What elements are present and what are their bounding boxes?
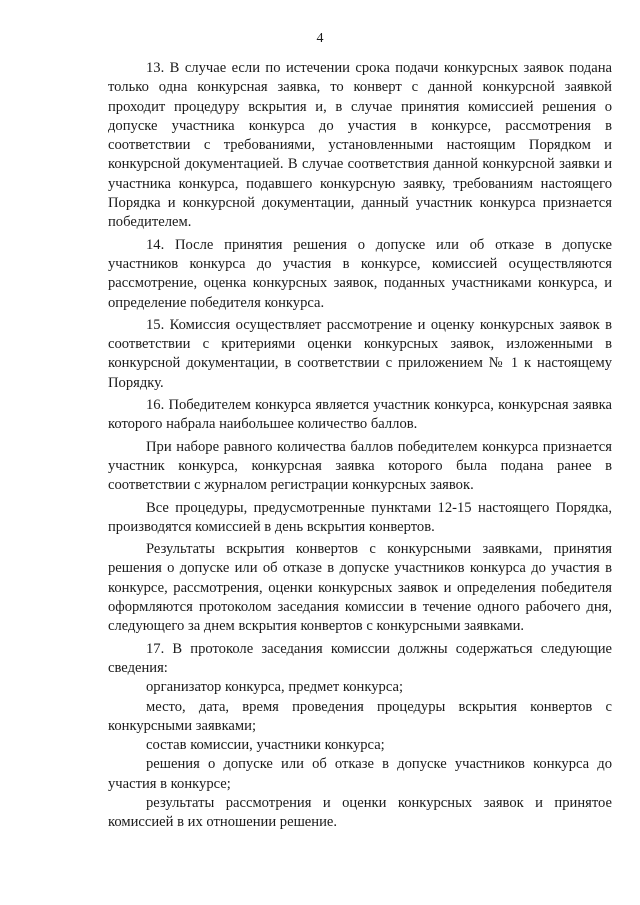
paragraph-16-tie-rule: При наборе равного количества баллов победителем конкурса признается участник конкурса, конкурсная заявка которого была подана ранее в соответствии с журналом регистрации конкурсных заявок.: [108, 438, 612, 494]
list-item-place-date-time: место, дата, время проведения процедуры вскрытия конвертов с конкурсными заявками;: [108, 698, 612, 734]
paragraph-13: 13. В случае если по истечении срока подачи конкурсных заявок подана только одна конкурсная заявка, то конверт с данной конкурсной заявкой проходит процедуру вскрытия и, в случае принятия комиссией решения о допуске участника конкурса до участия в конкурсе, рассмотрения в соответствии с требованиями, установленными настоящим Порядком и конкурсной документацией. В случае соответствия данной конкурсной заявки и участника конкурса, подавшего конкурсную заявку, требованиям настоящего Порядка и конкурсной документации, данный участник конкурса признается победителем.: [108, 60, 612, 231]
paragraph-16-procedures: Все процедуры, предусмотренные пунктами 12-15 настоящего Порядка, производятся комиссией в день вскрытия конвертов.: [108, 499, 612, 535]
list-item-organizer: организатор конкурса, предмет конкурса;: [146, 679, 404, 696]
paragraph-15: 15. Комиссия осуществляет рассмотрение и оценку конкурсных заявок в соответствии с критериями оценки конкурсных заявок, изложенными в конкурсной документации, в соответствии с приложением № 1 к настоящему Порядку.: [108, 316, 612, 391]
page-number: 4: [316, 31, 324, 46]
document-body: [108, 59, 612, 833]
paragraph-14: 14. После принятия решения о допуске или об отказе в допуске участников конкурса до участия в конкурсе, комиссией осуществляются рассмотрение, оценка конкурсных заявок, поданных участниками конкурса, и определение победителя конкурса.: [108, 236, 612, 311]
paragraph-16-results: Результаты вскрытия конвертов с конкурсными заявками, принятия решения о допуске или об отказе в допуске участников конкурса до участия в конкурсе, рассмотрения, оценки конкурсных заявок и определения победителя оформляются протоколом заседания комиссии в течение одного рабочего дня, следующего за днем вскрытия конвертов с конкурсными заявками.: [108, 541, 612, 635]
list-item-commission-composition: состав комиссии, участники конкурса;: [146, 737, 385, 754]
paragraph-16: 16. Победителем конкурса является участник конкурса, конкурсная заявка которого набрала наибольшее количество баллов.: [108, 397, 612, 433]
paragraph-17: 17. В протоколе заседания комиссии должны содержаться следующие сведения:: [108, 640, 612, 676]
list-item-evaluation-results: результаты рассмотрения и оценки конкурсных заявок и принятое комиссией в их отношении решение.: [108, 794, 612, 831]
list-item-admission-decisions: решения о допуске или об отказе в допуске участников конкурса до участия в конкурсе;: [108, 756, 612, 792]
